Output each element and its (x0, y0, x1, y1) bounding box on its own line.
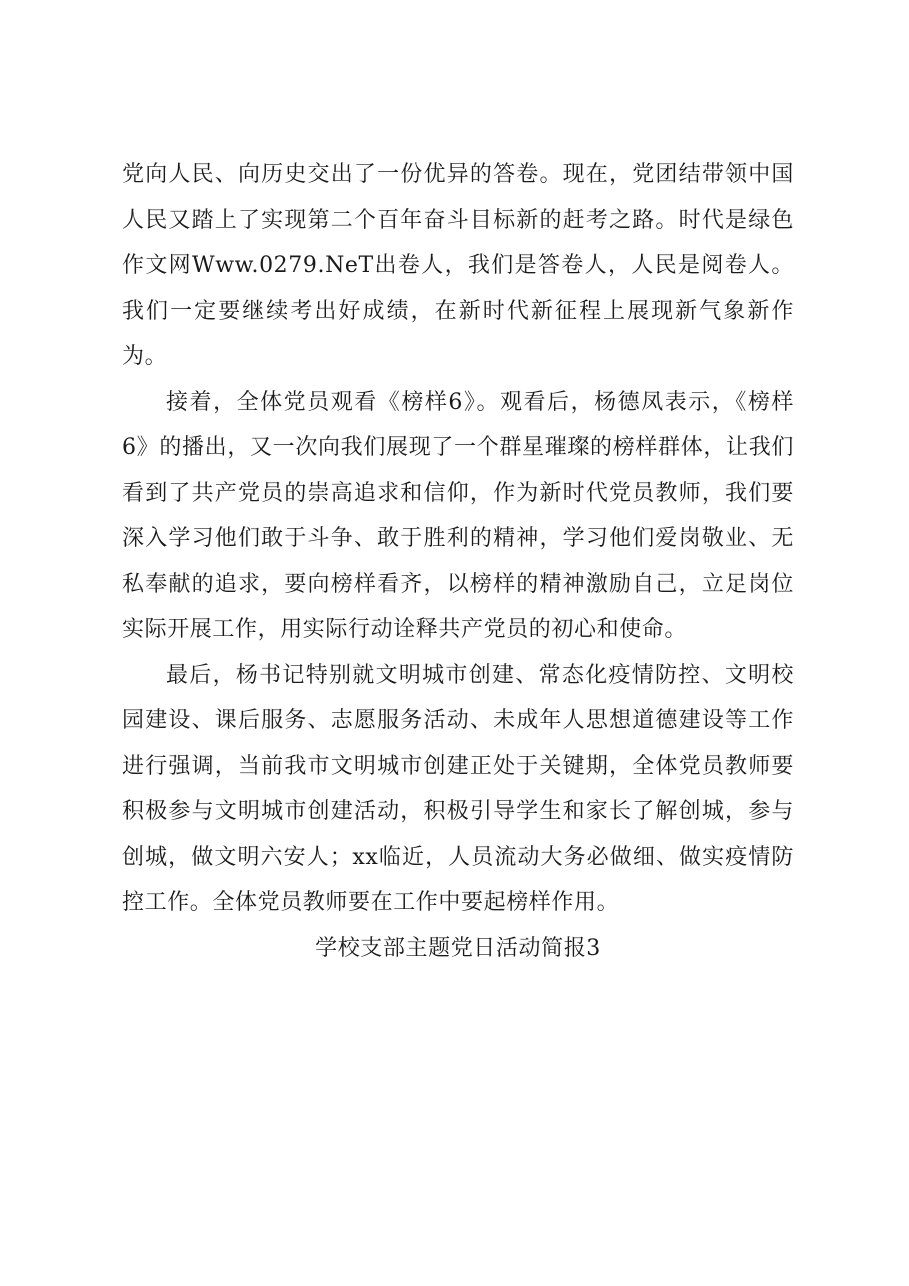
paragraph-closing-remarks: 最后，杨书记特别就文明城市创建、常态化疫情防控、文明校园建设、课后服务、志愿服务活动、未成年人思想道德建设等工作进行强调，当前我市文明城市创建正处于关键期，全体党员教师要积极参与文明城市创建活动，积极引导学生和家长了解创城，参与创城，做文明六安人；xx临近，人员流动大务必做细、做实疫情防控工作。全体党员教师要在工作中要起榜样作用。 (122, 662, 794, 915)
section-heading: 学校支部主题党日活动简报3 (315, 935, 601, 961)
paragraph-watching-role-models: 接着，全体党员观看《榜样6》。观看后，杨德凤表示，《榜样6》的播出，又一次向我们展现了一个群星璀璨的榜样群体，让我们看到了共产党员的崇高追求和信仰，作为新时代党员教师，我们要深入学习他们敢于斗争、敢于胜利的精神，学习他们爱岗敬业、无私奉献的追求，要向榜样看齐，以榜样的精神激励自己，立足岗位实际开展工作，用实际行动诠释共产党员的初心和使命。 (122, 389, 794, 642)
document-body (122, 152, 794, 971)
paragraph-continuation: 党向人民、向历史交出了一份优异的答卷。现在，党团结带领中国人民又踏上了实现第二个百年奋斗目标新的赶考之路。时代是绿色作文网Www.0279.NeT出卷人，我们是答卷人，人民是阅卷人。我们一定要继续考出好成绩，在新时代新征程上展现新气象新作为。 (122, 162, 794, 369)
